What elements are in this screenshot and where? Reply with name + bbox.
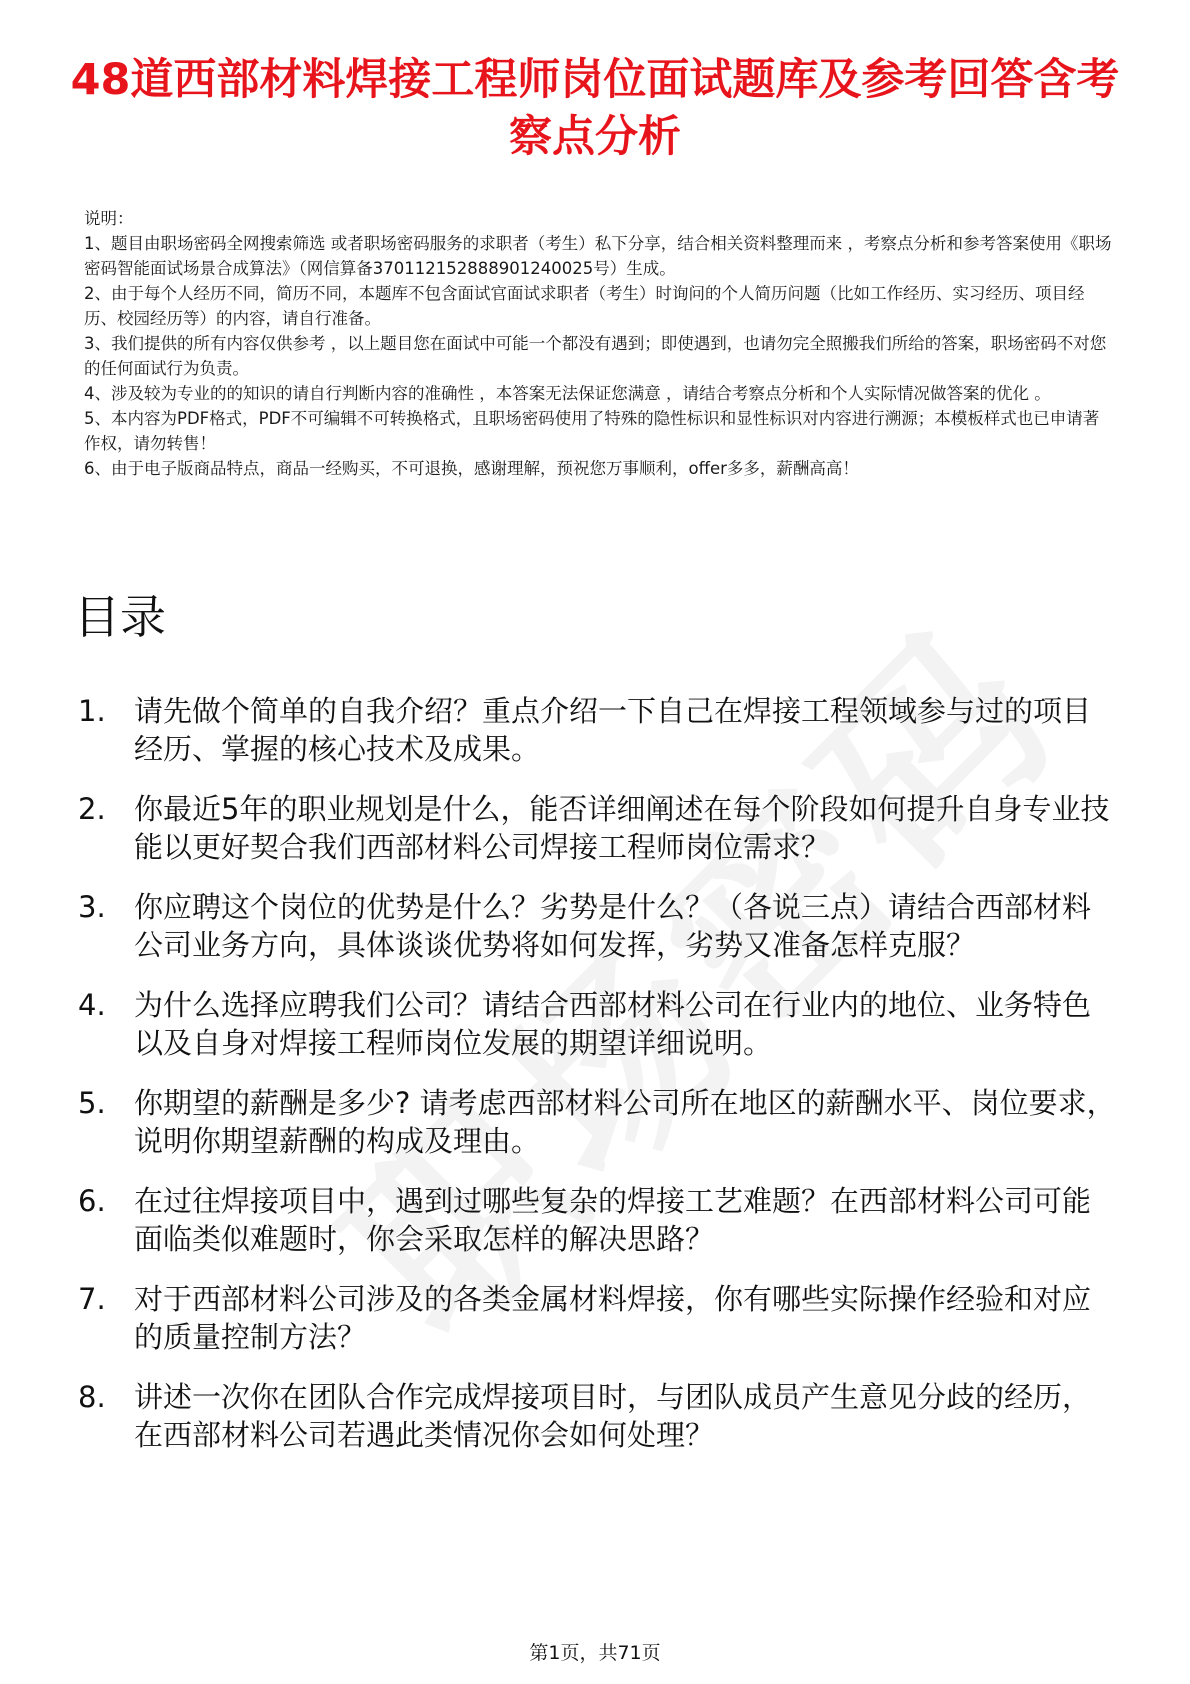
toc-item-text: 为什么选择应聘我们公司？请结合西部材料公司在行业内的地位、业务特色以及自身对焊接工程师岗位发展的期望详细说明。 bbox=[134, 988, 1092, 1060]
toc-item-text: 对于西部材料公司涉及的各类金属材料焊接，你有哪些实际操作经验和对应的质量控制方法？ bbox=[134, 1282, 1092, 1354]
page-footer: 第1页，共71页 bbox=[529, 1642, 661, 1664]
toc-item[interactable] bbox=[78, 692, 1118, 768]
toc-item[interactable] bbox=[78, 1182, 1118, 1258]
toc-item-number: 7. bbox=[78, 1282, 106, 1316]
toc-item[interactable] bbox=[78, 986, 1118, 1062]
toc-item-number: 5. bbox=[78, 1086, 106, 1120]
toc-item-text: 在过往焊接项目中，遇到过哪些复杂的焊接工艺难题？在西部材料公司可能面临类似难题时，你会采取怎样的解决思路？ bbox=[134, 1184, 1092, 1256]
toc-item-text: 你应聘这个岗位的优势是什么？劣势是什么？（各说三点）请结合西部材料公司业务方向，具体谈谈优势将如何发挥，劣势又准备怎样克服？ bbox=[134, 890, 1092, 962]
document-title: 48道西部材料焊接工程师岗位面试题库及参考回答含考察点分析 bbox=[70, 55, 1120, 162]
toc-item-number: 1. bbox=[78, 694, 106, 728]
toc-list bbox=[78, 692, 1118, 1476]
toc-item[interactable] bbox=[78, 1378, 1118, 1454]
toc-item[interactable] bbox=[78, 888, 1118, 964]
toc-heading: 目录 bbox=[74, 590, 166, 644]
toc-item-text: 请先做个简单的自我介绍？重点介绍一下自己在焊接工程领域参与过的项目经历、掌握的核心技术及成果。 bbox=[134, 694, 1092, 766]
toc-item-number: 2. bbox=[78, 792, 106, 826]
note-item: 3、我们提供的所有内容仅供参考 ，以上题目您在面试中可能一个都没有遇到；即使遇到，也请勿完全照搬我们所给的答案，职场密码不对您的任何面试行为负责。 bbox=[84, 334, 1107, 378]
note-item: 5、本内容为PDF格式，PDF不可编辑不可转换格式，且职场密码使用了特殊的隐性标识和显性标识对内容进行溯源；本模板样式也已申请著作权，请勿转售！ bbox=[84, 409, 1100, 453]
toc-item[interactable] bbox=[78, 1280, 1118, 1356]
note-item: 2、由于每个人经历不同，简历不同，本题库不包含面试官面试求职者（考生）时询问的个人简历问题（比如工作经历、实习经历、项目经历、校园经历等）的内容，请自行准备。 bbox=[84, 284, 1085, 328]
notes-section bbox=[84, 206, 1114, 481]
toc-item-text: 讲述一次你在团队合作完成焊接项目时，与团队成员产生意见分歧的经历，在西部材料公司若遇此类情况你会如何处理？ bbox=[134, 1380, 1092, 1452]
toc-item-number: 6. bbox=[78, 1184, 106, 1218]
toc-item-text: 你最近5年的职业规划是什么，能否详细阐述在每个阶段如何提升自身专业技能以更好契合我们西部材料公司焊接工程师岗位需求？ bbox=[134, 792, 1110, 864]
note-item: 4、涉及较为专业的的知识的请自行判断内容的准确性 ，本答案无法保证您满意 ，请结合考察点分析和个人实际情况做答案的优化 。 bbox=[84, 384, 1051, 403]
toc-item-number: 8. bbox=[78, 1380, 106, 1414]
toc-item-number: 4. bbox=[78, 988, 106, 1022]
notes-heading: 说明： bbox=[84, 209, 134, 228]
toc-item[interactable] bbox=[78, 1084, 1118, 1160]
toc-item[interactable] bbox=[78, 790, 1118, 866]
note-item: 1、题目由职场密码全网搜索筛选 或者职场密码服务的求职者（考生）私下分享，结合相关资料整理而来 ，考察点分析和参考答案使用《职场密码智能面试场景合成算法》（网信算备370112152888901240025号）生成。 bbox=[84, 234, 1112, 278]
note-item: 6、由于电子版商品特点，商品一经购买，不可退换，感谢理解，预祝您万事顺利，offer多多，薪酬高高！ bbox=[84, 459, 859, 478]
toc-item-number: 3. bbox=[78, 890, 106, 924]
toc-item-text: 你期望的薪酬是多少? 请考虑西部材料公司所在地区的薪酬水平、岗位要求，说明你期望薪酬的构成及理由。 bbox=[134, 1086, 1116, 1158]
